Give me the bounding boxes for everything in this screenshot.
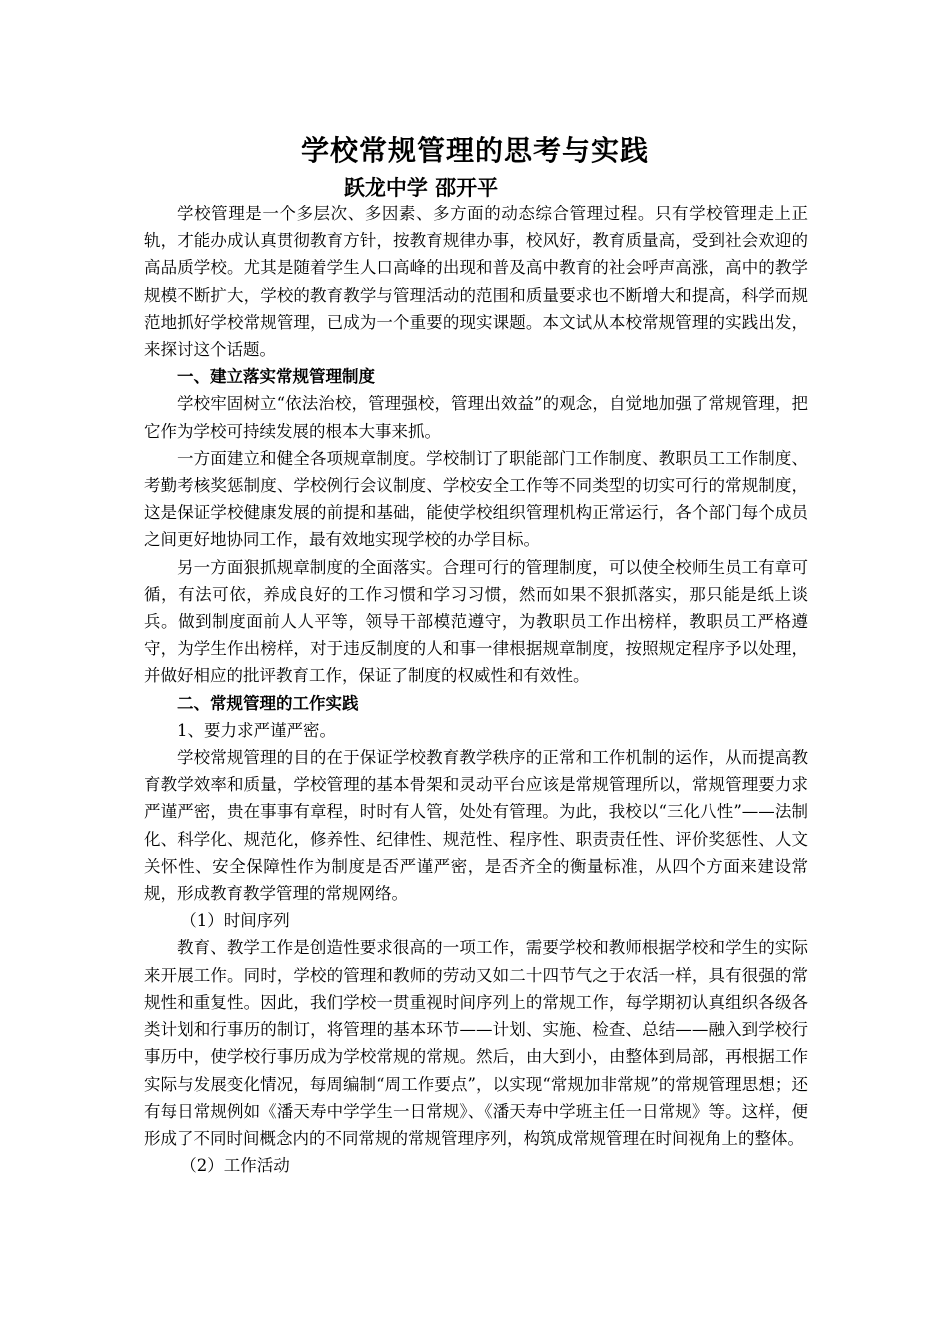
subheading-time-sequence: （1）时间序列	[180, 911, 290, 931]
paragraph: 学校牢固树立“依法治校，管理强校，管理出效益”的观念，自觉地加强了常规管理，把它作为学校可持续发展的根本大事来抓。	[144, 394, 808, 441]
paragraph: 另一方面狠抓规章制度的全面落实。合理可行的管理制度，可以使全校师生员工有章可循，有法可依，养成良好的工作习惯和学习习惯，然而如果不狠抓落实，那只能是纸上谈兵。做到制度面前人人平等，领导干部模范遵守，为教职员工作出榜样，教职员工严格遵守，为学生作出榜样，对于违反制度的人和事一律根据规章制度，按照规定程序予以处理，并做好相应的批评教育工作，保证了制度的权威性和有效性。	[144, 557, 808, 686]
document-title: 学校常规管理的思考与实践	[300, 134, 649, 167]
author-line: 跃龙中学 邵开平	[343, 175, 499, 200]
paragraph: 教育、教学工作是创造性要求很高的一项工作，需要学校和教师根据学校和学生的实际来开展工作。同时，学校的管理和教师的劳动又如二十四节气之于农活一样，具有很强的常规性和重复性。因此，我们学校一贯重视时间序列上的常规工作，每学期初认真组织各级各类计划和行事历的制订，将管理的基本环节——计划、实施、检查、总结——融入到学校行事历中，使学校行事历成为学校常规的常规。然后，由大到小，由整体到局部，再根据工作实际与发展变化情况，每周编制“周工作要点”，以实现“常规加非常规”的常规管理思想；还有每日常规例如《潘天寿中学学生一日常规》、《潘天寿中学班主任一日常规》等。这样，便形成了不同时间概念内的不同常规的常规管理序列，构筑成常规管理在时间视角上的整体。	[144, 938, 808, 1148]
paragraph: 学校常规管理的目的在于保证学校教育教学秩序的正常和工作机制的运作，从而提高教育教学效率和质量，学校管理的基本骨架和灵动平台应该是常规管理所以，常规管理要力求严谨严密，贵在事事有章程，时时有人管，处处有管理。为此，我校以“三化八性”——法制化、科学化、规范化，修养性、纪律性、规范性、程序性、职责责任性、评价奖惩性、人文关怀性、安全保障性作为制度是否严谨严密，是否齐全的衡量标准，从四个方面来建设常规，形成教育教学管理的常规网络。	[144, 748, 808, 904]
section-heading-1: 一、建立落实常规管理制度	[177, 367, 375, 387]
document-body	[144, 200, 808, 1179]
paragraph: 一方面建立和健全各项规章制度。学校制订了职能部门工作制度、教职员工工作制度、考勤考核奖惩制度、学校例行会议制度、学校安全工作等不同类型的切实可行的常规制度，这是保证学校健康发展的前提和基础，能使学校组织管理机构正常运行，各个部门每个成员之间更好地协同工作，最有效地实现学校的办学目标。	[144, 448, 808, 550]
section-heading-2: 二、常规管理的工作实践	[177, 693, 359, 713]
subheading-work-activities: （2）工作活动	[180, 1156, 290, 1176]
paragraph-intro: 学校管理是一个多层次、多因素、多方面的动态综合管理过程。只有学校管理走上正轨，才能办成认真贯彻教育方针，按教育规律办事，校风好，教育质量高，受到社会欢迎的高品质学校。尤其是随着学生人口高峰的出现和普及高中教育的社会呼声高涨，高中的教学规模不断扩大，学校的教育教学与管理活动的范围和质量要求也不断增大和提高，科学而规范地抓好学校常规管理，已成为一个重要的现实课题。本文试从本校常规管理的实践出发，来探讨这个话题。	[144, 204, 808, 360]
subheading-1: 1、要力求严谨严密。	[177, 720, 336, 740]
